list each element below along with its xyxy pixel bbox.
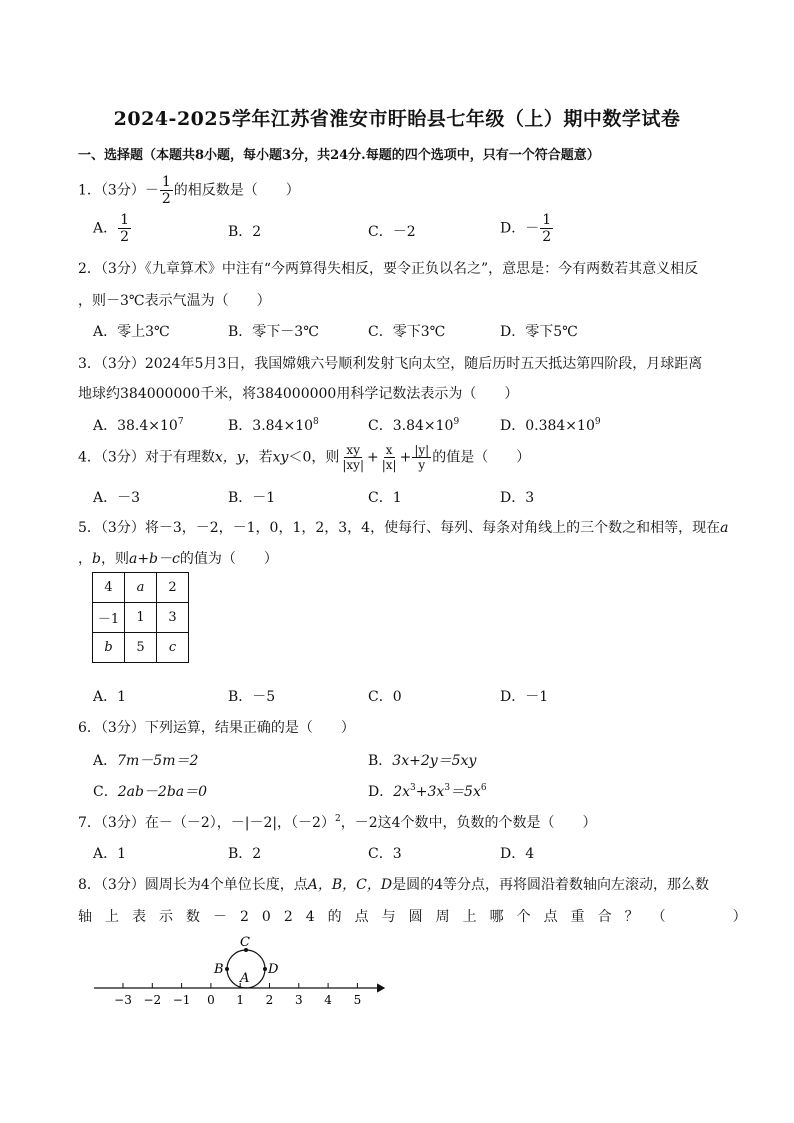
grid-cell: 4 — [93, 573, 125, 603]
question-3-line-2: 地球约384000000千米，将384000000用科学记数法表示为（ ） — [78, 386, 519, 402]
q1-option-b: B．2 — [228, 224, 262, 240]
grid-cell: 1 — [125, 603, 157, 633]
question-2-line-1: 2．（3分）《九章算术》中注有“今两算得失相反，要令正负以名之”，意思是：今有两数若其意义相反 — [78, 261, 699, 277]
axis-tick-label: −3 — [114, 993, 132, 1007]
q2-option-c: C．零下3℃ — [368, 324, 446, 340]
q7-option-c: C．3 — [368, 846, 402, 862]
axis-tick-label: −2 — [143, 993, 162, 1007]
question-3-line-1: 3．（3分）2024年5月3日，我国嫦娥六号顺利发射飞向太空，随后历时五天抵达第四阶段，月球距离 — [78, 356, 703, 372]
q5-option-c: C．0 — [368, 689, 402, 705]
q1-frac-den: 2 — [161, 191, 171, 207]
q4-fraction-3: $\frac{|y|}{y}$ — [414, 443, 430, 472]
q1-option-d: D．－ $\frac{1}{2}$ — [500, 212, 552, 245]
q6-option-d: D．$2x^3+3x^3=5x^6$ — [368, 783, 487, 800]
question-4: 4．（3分）对于有理数x，y，若xy＜0，则 $\frac{xy}{|xy|}$ + $\frac{x}{|x|}$ + $\frac{|y|}{y}$ 的值是（ ） — [78, 443, 531, 472]
grid-cell: c — [157, 633, 189, 663]
axis-tick-label: 4 — [324, 993, 332, 1007]
grid-cell: a — [125, 573, 157, 603]
question-8-line-2: 轴上表示数－2024的点与圆周上哪个点重合？（ ） — [78, 909, 760, 925]
point-a-label: A — [240, 971, 250, 986]
question-1 — [78, 175, 300, 206]
q1-option-a: A． $\frac{1}{2}$ — [93, 212, 130, 245]
axis-tick-label: −1 — [172, 993, 191, 1007]
q2-option-a: A．零上3℃ — [93, 324, 170, 340]
point-d-label: D — [268, 962, 279, 977]
grid-cell: 2 — [157, 573, 189, 603]
q1-suffix: 的相反数是（ ） — [173, 182, 300, 199]
q7-option-d: D．4 — [500, 846, 535, 862]
point-b-dot — [225, 967, 229, 971]
q3-option-d: D．$0.384\times 10^9$ — [500, 417, 601, 434]
q1-fraction — [160, 175, 173, 206]
q3-option-a: A．$38.4\times 10^7$ — [93, 417, 184, 434]
q5-option-d: D．－1 — [500, 689, 549, 705]
grid-cell: －1 — [93, 603, 125, 633]
q4-option-a: A．－3 — [93, 490, 141, 506]
q3-option-b: B．$3.84\times 10^8$ — [228, 417, 319, 434]
q4-option-d: D．3 — [500, 490, 535, 506]
point-b-label: B — [214, 962, 224, 977]
grid-cell: 3 — [157, 603, 189, 633]
axis-tick-label: 5 — [353, 993, 362, 1007]
q7-option-a: A．1 — [93, 846, 127, 862]
q6-option-a: A．7m－5m＝2 — [93, 753, 199, 769]
q1-option-c: C．－2 — [368, 224, 416, 240]
q2-option-d: D．零下5℃ — [500, 324, 578, 340]
section-heading: 一、选择题（本题共8小题，每小题3分，共24分.每题的四个选项中，只有一个符合题意） — [78, 148, 600, 163]
q4-fraction-1: $\frac{xy}{|xy|}$ — [342, 443, 365, 472]
number-line-diagram — [88, 930, 398, 1012]
point-c-label: C — [240, 935, 250, 950]
axis-tick-label: 0 — [207, 993, 215, 1007]
q7-option-b: B．2 — [228, 846, 262, 862]
q4-option-b: B．－1 — [228, 490, 276, 506]
question-2-line-2: ，则－3℃表示气温为（ ） — [78, 293, 271, 309]
grid-cell: 5 — [125, 633, 157, 663]
point-d-dot — [263, 967, 267, 971]
question-7: 7．（3分）在－（－2），－|－2|，$(-2)^2$，－2这4个数中，负数的个数是（ ） — [78, 814, 597, 831]
q4-option-c: C．1 — [368, 490, 402, 506]
q1-frac-num: 1 — [161, 174, 171, 190]
axis-tick-label: 1 — [236, 993, 245, 1007]
axis-tick-label: 2 — [265, 993, 274, 1007]
question-6: 6．（3分）下列运算，结果正确的是（ ） — [78, 720, 355, 736]
question-5-line-1: 5．（3分）将－3，－2，－1，0，1，2，3，4，使每行、每列、每条对角线上的三个数之和相等，现在a — [78, 520, 729, 536]
q6-option-c: C．2ab－2ba＝0 — [93, 784, 208, 800]
q1-prefix: 1．（3分）－ — [78, 182, 159, 199]
magic-square-grid — [92, 572, 189, 663]
q5-option-b: B．－5 — [228, 689, 276, 705]
q5-option-a: A．1 — [93, 689, 127, 705]
q2-option-b: B．零下－3℃ — [228, 324, 319, 340]
question-5-line-2: ，b，则a+b－c的值为（ ） — [78, 551, 278, 567]
q3-option-c: C．$3.84\times 10^9$ — [368, 417, 460, 434]
q6-option-b: B．3x+2y＝5xy — [368, 753, 477, 769]
question-8-line-1: 8．（3分）圆周长为4个单位长度，点A，B，C，D是圆的4等分点，再将圆沿着数轴向左滚动，那么数 — [78, 877, 709, 893]
q4-fraction-2: $\frac{x}{|x|}$ — [381, 443, 397, 472]
page-title: 2024-2025学年江苏省淮安市盱眙县七年级（上）期中数学试卷 — [113, 108, 681, 130]
axis-tick-label: 3 — [294, 993, 303, 1007]
grid-cell: b — [93, 633, 125, 663]
